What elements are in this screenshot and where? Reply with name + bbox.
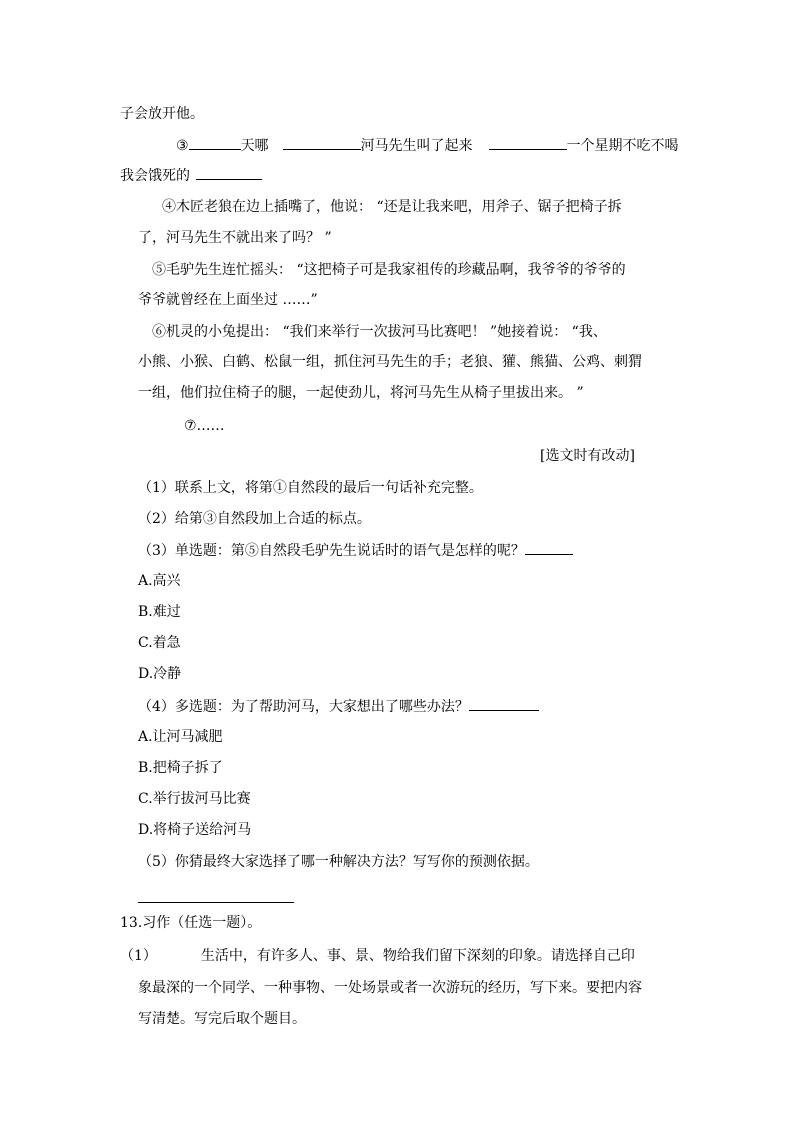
question-2: （2）给第③自然段加上合适的标点。 (138, 511, 371, 527)
word-a-week: 一个星期不吃不喝 (566, 138, 679, 154)
answer-blank-q4[interactable] (469, 696, 539, 711)
question-4-stem (138, 696, 539, 717)
paragraph-1-end: 子会放开他。 (120, 106, 204, 122)
answer-line-q5[interactable] (138, 902, 294, 903)
q13-item-1-text: 生活中，有许多人、事、景、物给我们留下深刻的印象。请选择自己印 (200, 948, 635, 964)
punctuation-blank-2[interactable] (283, 135, 361, 150)
q3-option-a[interactable]: A.高兴 (138, 573, 181, 589)
punctuation-blank-3[interactable] (489, 135, 567, 150)
paragraph-7: ⑦…… (184, 418, 225, 434)
question-1: （1）联系上文，将第①自然段的最后一句话补充完整。 (138, 480, 483, 496)
q3-option-d[interactable]: D.冷静 (138, 666, 182, 682)
paragraph-4-line1: ④木匠老狼在边上插嘴了，他说： “还是让我来吧，用斧子、锯子把椅子拆 (162, 199, 622, 215)
question-3-stem (138, 540, 573, 561)
paragraph-3-line2 (120, 165, 262, 186)
q4-option-d[interactable]: D.将椅子送给河马 (138, 822, 252, 838)
question-5: （5）你猜最终大家选择了哪一种解决方法？写写你的预测依据。 (138, 854, 539, 870)
paragraph-6-line2: 小熊、小猴、白鹤、松鼠一组，抓住河马先生的手；老狼、獾、熊猫、公鸡、刺猬 (138, 354, 642, 370)
q13-item-1-line3: 写清楚。写完后取个题目。 (138, 1011, 306, 1027)
source-note: [选文时有改动] (540, 448, 635, 464)
paragraph-3 (176, 135, 679, 156)
q3-option-b[interactable]: B.难过 (138, 604, 181, 620)
answer-blank-q3[interactable] (525, 540, 573, 555)
paragraph-5-line1: ⑤毛驴先生连忙摇头： “这把椅子可是我家祖传的珍藏品啊，我爷爷的爷爷的 (152, 262, 626, 278)
word-hippo-shouted: 河马先生叫了起来 (360, 138, 473, 154)
q4-option-b[interactable]: B.把椅子拆了 (138, 760, 223, 776)
paragraph-5-line2: 爷爷就曾经在上面坐过 ……” (138, 292, 318, 308)
paragraph-6-line1: ⑥机灵的小兔提出： “我们来举行一次拔河马比赛吧！ ”她接着说： “我、 (152, 324, 607, 340)
q3-option-c[interactable]: C.着急 (138, 635, 181, 651)
question-4-text: （4）多选题：为了帮助河马，大家想出了哪些办法？ (138, 699, 469, 715)
q13-item-1-line2: 象最深的一个同学、一种事物、一处场景或者一次游玩的经历，写下来。要把内容 (138, 980, 642, 996)
q4-option-c[interactable]: C.举行拔河马比赛 (138, 791, 251, 807)
word-starve: 我会饿死的 (120, 168, 190, 184)
paragraph-4-line2: 了，河马先生不就出来了吗？ ” (138, 230, 332, 246)
question-3-text: （3）单选题：第⑤自然段毛驴先生说话时的语气是怎样的呢？ (138, 543, 525, 559)
paragraph-6-line3: 一组，他们拉住椅子的腿，一起使劲儿，将河马先生从椅子里拔出来。 ” (138, 385, 584, 401)
q13-item-number: （1） (120, 948, 157, 964)
q4-option-a[interactable]: A.让河马减肥 (138, 729, 223, 745)
paragraph-marker: ③ (176, 138, 189, 154)
punctuation-blank-4[interactable] (196, 165, 262, 180)
q13-item-1-line1 (120, 946, 635, 966)
word-tiannao: 天哪 (240, 138, 269, 154)
q13-title: 13.习作（任选一题）。 (120, 915, 262, 931)
punctuation-blank-1[interactable] (189, 135, 241, 150)
